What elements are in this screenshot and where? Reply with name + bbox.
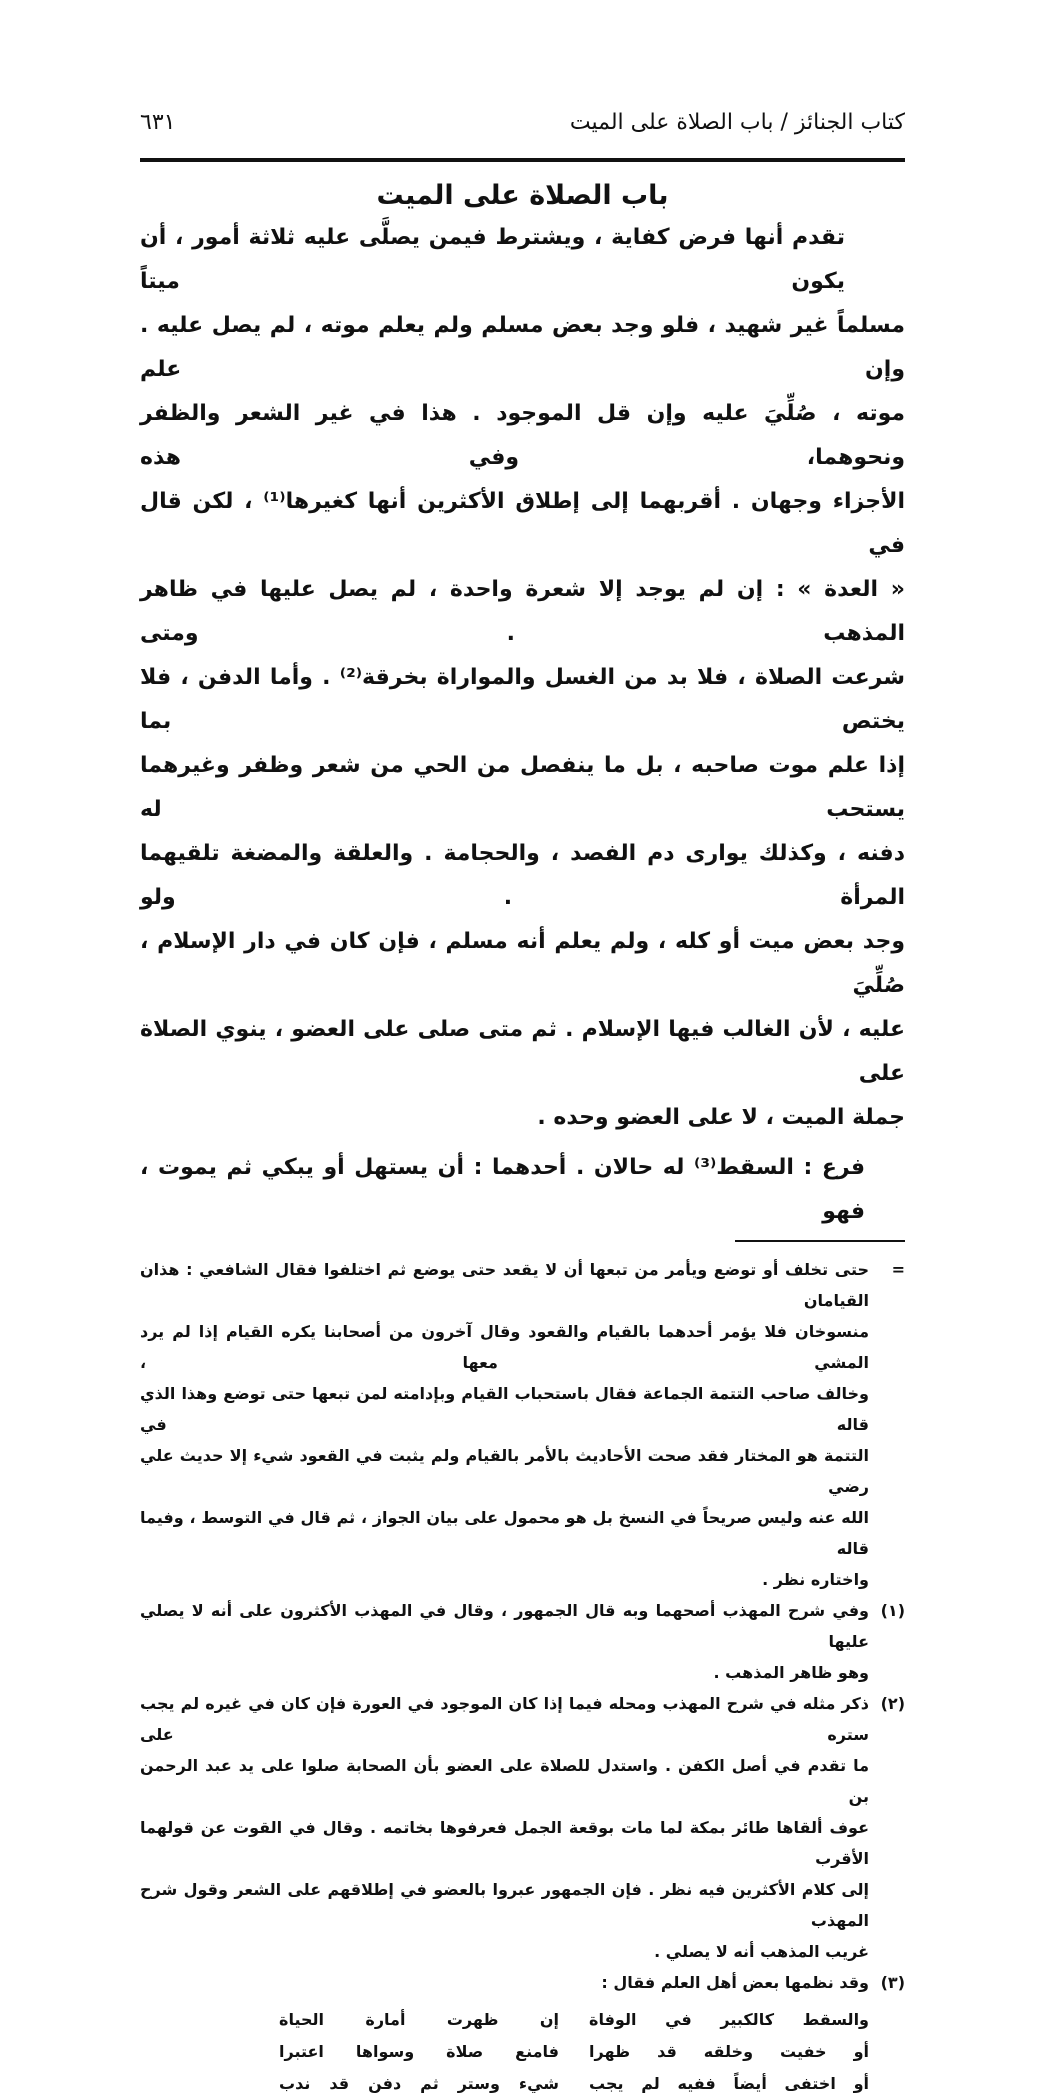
text-line: عليه ، لأن الغالب فيها الإسلام . ثم متى صلى على العضو ، ينوي الصلاة على bbox=[140, 1017, 905, 1086]
text-line: وجد بعض ميت أو كله ، ولم يعلم أنه مسلم ، فإن كان في دار الإسلام ، صُلِّيَ bbox=[140, 929, 905, 998]
footnote-text: التتمة هو المختار فقد صحت الأحاديث بالأمر بالقيام ولم يثبت في القعود شيء إلا حديث علي رضي bbox=[140, 1446, 869, 1496]
poem bbox=[140, 2004, 905, 2100]
poem-second-hemistich: شيء وستر ثم دفن قد ندب bbox=[279, 2074, 559, 2093]
text-line: شرعت الصلاة ، فلا بد من الغسل والمواراة بخرقة⁽²⁾ . وأما الدفن ، فلا يختص بما bbox=[140, 665, 905, 734]
footnote-line bbox=[140, 1750, 905, 1812]
poem-verse bbox=[140, 2068, 869, 2100]
text-line: موته ، صُلِّيَ عليه وإن قل الموجود . هذا في غير الشعر والظفر ونحوهما، وفي هذه bbox=[140, 401, 905, 470]
footnote-text: حتى تخلف أو توضع ويأمر من تبعها أن لا يقعد حتى يوضع ثم اختلفوا فقال الشافعي : هذان القيامان bbox=[140, 1260, 869, 1310]
text-line: تقدم أنها فرض كفاية ، ويشترط فيمن يصلَّى عليه ثلاثة أمور ، أن يكون ميتاً bbox=[140, 225, 845, 294]
far-line: فرع : السقط⁽³⁾ له حالان . أحدهما : أن يستهل أو يبكي ثم يموت ، فهو bbox=[140, 1155, 866, 1224]
poem-first-hemistich: والسقط كالكبير في الوفاة bbox=[589, 2010, 869, 2029]
footnote-line bbox=[140, 1316, 905, 1378]
footnote-text: وخالف صاحب التتمة الجماعة فقال باستحباب القيام وبإدامته لمن تبعها حتى توضع وهذا الذي قاله في bbox=[140, 1384, 869, 1434]
text-line: مسلماً غير شهيد ، فلو وجد بعض مسلم ولم يعلم موته ، لم يصل عليه . وإن علم bbox=[140, 313, 905, 382]
footnote-text: الله عنه وليس صريحاً في النسخ بل هو محمول على بيان الجواز ، ثم قال في التوسط ، وفيما قاله bbox=[140, 1508, 869, 1558]
footnote-text: غريب المذهب أنه لا يصلي . bbox=[654, 1942, 869, 1961]
text-line: « العدة » : إن لم يوجد إلا شعرة واحدة ، لم يصل عليها في ظاهر المذهب . ومتى bbox=[140, 577, 905, 646]
footnote-line bbox=[140, 1378, 905, 1440]
footnote-number: (١) bbox=[880, 1601, 905, 1620]
footnote-text: عوف ألقاها طائر بمكة لما مات بوقعة الجمل فعرفوها بخاتمه . وقال في القوت عن قولهما الأقرب bbox=[140, 1818, 869, 1868]
footnote-continuation-mark: = bbox=[891, 1260, 905, 1279]
header-rule bbox=[140, 158, 905, 162]
footnote-line bbox=[140, 1812, 905, 1874]
footnote-line bbox=[140, 1564, 905, 1595]
footnote-text: وفي شرح المهذب أصحهما وبه قال الجمهور ، وقال في المهذب الأكثرون على أنه لا يصلي عليها bbox=[140, 1601, 869, 1651]
footnote-line bbox=[140, 1967, 905, 1998]
poem-second-hemistich: إن ظهرت أمارة الحياة bbox=[279, 2010, 559, 2029]
text-line: جملة الميت ، لا على العضو وحده . bbox=[537, 1105, 905, 1130]
poem-first-hemistich: أو خفيت وخلقه قد ظهرا bbox=[589, 2042, 869, 2061]
running-title: كتاب الجنائز / باب الصلاة على الميت bbox=[569, 110, 905, 135]
footnote-line bbox=[140, 1595, 905, 1657]
footnote-line bbox=[140, 1936, 905, 1967]
page-number: ٦٣١ bbox=[140, 110, 176, 135]
text-line: دفنه ، وكذلك يوارى دم الفصد ، والحجامة . والعلقة والمضغة تلقيهما المرأة . ولو bbox=[140, 841, 905, 910]
footnote-text: وقد نظمها بعض أهل العلم فقال : bbox=[601, 1973, 869, 1992]
poem-second-hemistich: فامنع صلاة وسواها اعتبرا bbox=[279, 2042, 559, 2061]
footnote-separator bbox=[735, 1240, 905, 1242]
text-line: الأجزاء وجهان . أقربهما إلى إطلاق الأكثرين أنها كغيرها⁽¹⁾ ، لكن قال في bbox=[140, 489, 906, 558]
footnote-line bbox=[140, 1874, 905, 1936]
footnote-line bbox=[140, 1688, 905, 1750]
footnote-text: واختاره نظر . bbox=[762, 1570, 869, 1589]
poem-first-hemistich: أو اختفى أيضاً ففيه لم يجب bbox=[589, 2074, 869, 2093]
footnotes bbox=[140, 1254, 905, 1998]
chapter-title: باب الصلاة على الميت bbox=[376, 180, 669, 211]
page-header bbox=[140, 110, 905, 158]
poem-verse bbox=[140, 2036, 869, 2068]
footnote-line bbox=[140, 1254, 905, 1316]
poem-verse bbox=[140, 2004, 869, 2036]
footnote-text: ما تقدم في أصل الكفن . واستدل للصلاة على العضو بأن الصحابة صلوا على يد عبد الرحمن بن bbox=[140, 1756, 869, 1806]
footnote-line bbox=[140, 1657, 905, 1688]
footnote-line bbox=[140, 1502, 905, 1564]
footnote-line bbox=[140, 1440, 905, 1502]
footnote-number: (٢) bbox=[880, 1694, 905, 1713]
footnote-text: إلى كلام الأكثرين فيه نظر . فإن الجمهور عبروا بالعضو في إطلاقهم على الشعر وقول شرح المهذب bbox=[140, 1880, 869, 1930]
page bbox=[140, 110, 905, 2100]
footnote-text: وهو ظاهر المذهب . bbox=[713, 1663, 869, 1682]
footnote-text: ذكر مثله في شرح المهذب ومحله فيما إذا كان الموجود في العورة فإن كان في غيره لم يجب ستره على bbox=[140, 1694, 869, 1744]
footnote-separator-area bbox=[140, 1238, 905, 1250]
text-line: إذا علم موت صاحبه ، بل ما ينفصل من الحي من شعر وظفر وغيرهما يستحب له bbox=[140, 753, 905, 822]
footnote-text: منسوخان فلا يؤمر أحدهما بالقيام والقعود وقال آخرون من أصحابنا يكره القيام إذا لم يرد المشي معها ، bbox=[140, 1322, 869, 1372]
footnote-number: (٣) bbox=[880, 1973, 905, 1992]
main-text bbox=[140, 216, 905, 1234]
